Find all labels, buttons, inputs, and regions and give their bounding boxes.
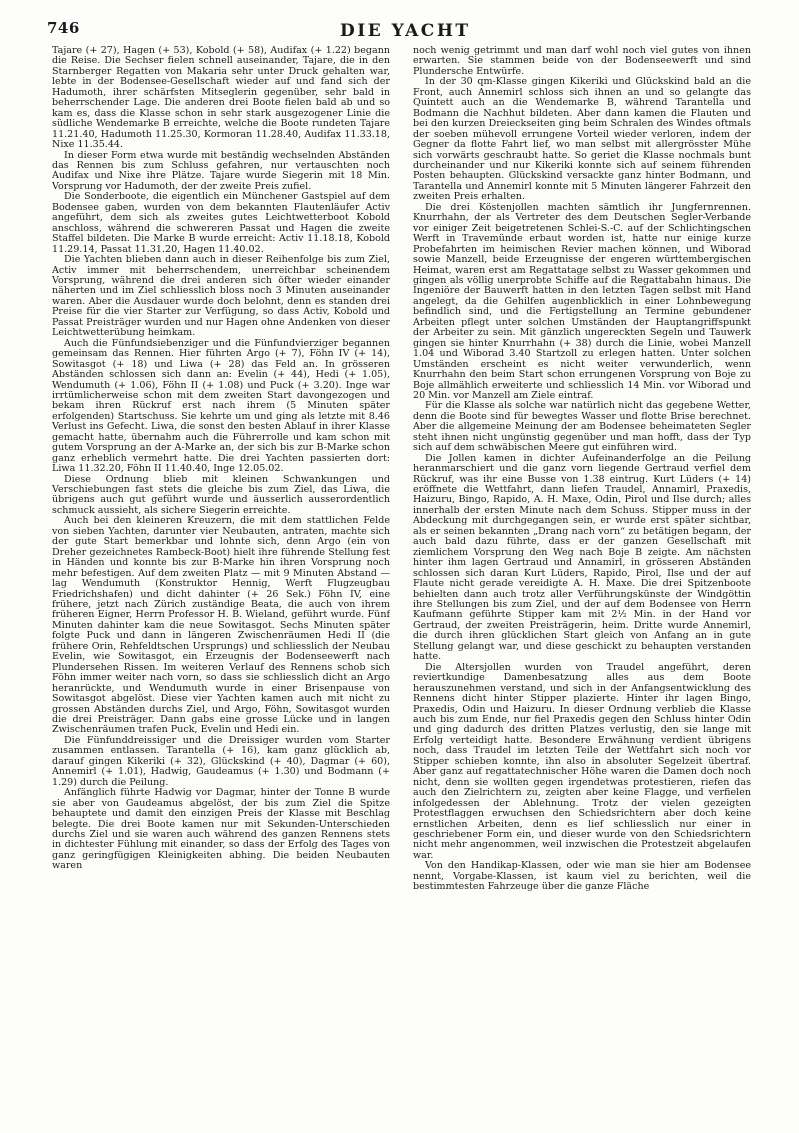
paragraph: Auch bei den kleineren Kreuzern, die mit dem stattlichen Felde von sieben Yachten, darunter vier Neubauten, antraten, machte sich der gute Start bemerkbar und lohnte sich, denn Argo (ein von Dreher gezeichnetes Rambeck-Boot) hielt ihre führende Stellung fest in Händen und konnte bis zur B-Marke hin ihren Vorsprung noch mehr befestigen. Auf dem zweiten Platz — mit 9 Minuten Abstand — lag Wendumuth (Konstruktor Hennig, Werft Flugzeugbau Friedrichshafen) und dicht dahinter (+ 26 Sek.) Föhn IV, eine frühere, jetzt nach Zürich zuständige Beata, die auch von ihrem früheren Eigner, Herrn Professor H. B. Wieland, geführt wurde. Fünf Minuten dahinter kam die neue Sowitasgot. Sechs Minuten später folgte Puck und dann in längeren Zwischenräumen Hedi II (die frühere Orin, Rehfeldtschen Ursprungs) und schliesslich der Neubau Evelin, wie Sowitasgot, ein Erzeugnis der Bodenseewerft nach Plundersehen Rissen. Im weiteren Verlauf des Rennens schob sich Föhn immer weiter nach vorn, so dass sie schliesslich dicht an Argo heranrückte, und Wendumuth wurde in einer Brisenpause von Sowitasgot abgelöst. Diese vier Yachten kamen auch mit nicht zu grossen Abständen durchs Ziel, und Argo, Föhn, Sowitasgot wurden die drei Preisträger. Dann gabs eine grosse Lücke und in langen Zwischenräumen trafen Puck, Evelin und Hedi ein. bbox=[52, 515, 390, 736]
paragraph: Diese Ordnung blieb mit kleinen Schwankungen und Verschiebungen fast stets die gleiche bis zum Ziel, das Liwa, die übrigens auch gut geführt wurde und äusserlich ausserordentlich schmuck aussieht, als sichere Siegerin erreichte. bbox=[52, 473, 390, 516]
paragraph: Die Sonderboote, die eigentlich ein Münchener Gastspiel auf dem Bodensee gaben, wurden von dem bekannten Flautenläufer Activ angeführt, dem sich als zweites gutes Leichtwetterboot Kobold anschloss, während die schwereren Passat und Hagen die zweite Staffel bildeten. Die Marke B wurde erreicht: Activ 11.18.18, Kobold 11.29.14, Passat 11.31.20, Hagen 11.40.02. bbox=[52, 191, 390, 255]
page-number: 746 bbox=[47, 19, 80, 37]
left-text-column bbox=[52, 46, 390, 1124]
paragraph: In der 30 qm-Klasse gingen Kikeriki und Glückskind bald an die Front, auch Annemirl schloss sich ihnen an und so gelangte das Quintett auch an die Wendemarke B, während Tarantella und Bodmann die Nachhut bildeten. Aber dann kamen die Flauten und bei den kurzen Dreieckseiten ging beim Schralen des Windes oftmals der soeben mühevoll errungene Vorteil wieder verloren, indem der Gegner da flotte Fahrt lief, wo man selbst mit allergrösster Mühe sich vorwärts geschraubt hatte. So geriet die Klasse nochmals bunt durcheinander und nur Kikeriki konnte sich auf seinem führenden Posten behaupten. Glückskind versackte ganz hinter Bodmann, und Tarantella und Annemirl konnte mit 5 Minuten längerer Fahrzeit den zweiten Preis erhalten. bbox=[413, 76, 751, 203]
paragraph: Die Jollen kamen in dichter Aufeinanderfolge an die Peilung heranmarschiert und die ganz vorn liegende Gertraud verfiel dem Rückruf, was ihr eine Busse von 1.38 eintrug. Kurt Lüders (+ 14) eröffnete die Wettfahrt, dann liefen Traudel, Annamirl, Praxedis, Haizuru, Bingo, Rapido, A. H. Maxe, Odin, Pirol und Ilse durch; alles innerhalb der ersten Minute nach dem Schuss. Stipper muss in der Abdeckung mit durchgegangen sein, er wurde erst später sichtbar, als er seinen bekannten „Drang nach vorn“ zu betätigen begann, der auch bald dazu führte, dass er der ganzen Gesellschaft mit ziemlichem Vorsprung den Weg nach Boje B zeigte. Am nächsten hinter ihm lagen Gertraud und Annamirl, in grösseren Abständen schlossen sich daran Kurt Lüders, Rapido, Pirol, Ilse und der auf Flaute nicht gerade vereidigte A. H. Maxe. Die drei Spitzenboote behielten dann auch trotz aller Verführungskünste der Windgöttin ihre Stellungen bis zum Ziel, und der auf dem Bodensee von Herrn Kaufmann geführte Stipper kam mit 2½ Min. in der Hand vor Gertraud, der zweiten Preisträgerin, heim. Dritte wurde Annemirl, die durch ihren glücklichen Start gleich von Anfang an in gute Stellung gelangt war, und diese geschickt zu behaupten verstanden hatte. bbox=[413, 452, 751, 663]
paragraph: Die Fünfunddreissiger und die Dreissiger wurden vom Starter zusammen entlassen. Tarantella (+ 16), kam ganz glücklich ab, darauf gingen Kikeriki (+ 32), Glückskind (+ 40), Dagmar (+ 60), Annemirl (+ 1.01), Hadwig, Gaudeamus (+ 1.30) und Bodmann (+ 1.29) durch die Peilung. bbox=[52, 734, 390, 788]
paragraph: noch wenig getrimmt und man darf wohl noch viel gutes von ihnen erwarten. Sie stammen beide von der Bodenseewerft und sind Plundersche Entwürfe. bbox=[413, 46, 751, 77]
paragraph: In dieser Form etwa wurde mit beständig wechselnden Abständen das Rennen bis zum Schluss gefahren, nur vertauschten noch Audifax und Nixe ihre Plätze. Tajare wurde Siegerin mit 18 Min. Vorsprung vor Hadumoth, der der zweite Preis zufiel. bbox=[52, 149, 390, 192]
paragraph: Die Yachten blieben dann auch in dieser Reihenfolge bis zum Ziel, Activ immer mit beherrschendem, unerreichbar scheinendem Vorsprung, während die drei anderen sich öfter wieder einander näherten und im Ziel schliesslich bloss noch 3 Minuten auseinander waren. Aber die Ausdauer wurde doch belohnt, denn es standen drei Preise für die vier Starter zur Verfügung, so dass Activ, Kobold und Passat Preisträger wurden und nur Hagen ohne Andenken von dieser Leichtwetterübung heimkam. bbox=[52, 254, 390, 339]
paragraph: Anfänglich führte Hadwig vor Dagmar, hinter der Tonne B wurde sie aber von Gaudeamus abgelöst, der bis zum Ziel die Spitze behauptete und damit den einzigen Preis der Klasse mit Beschlag belegte. Die drei Boote kamen nur mit Sekunden-Unterschieden durchs Ziel und sie waren auch während des ganzen Rennens stets in dichtester Fühlung mit einander, so dass der Erfolg des Tages von ganz geringfügigen Kleinigkeiten abhing. Die beiden Neubauten waren bbox=[52, 787, 390, 872]
right-text-column bbox=[413, 46, 751, 1124]
paragraph: Die drei Köstenjollen machten sämtlich ihr Jungfernrennen. Knurrhahn, der als Vertreter des dem Deutschen Segler-Verbande vor einiger Zeit beigetretenen Schlei-S.-C. auf der Schlichtingschen Werft in Travemünde erbaut worden ist, hatte nur einige kurze Probefahrten im heimischen Revier machen können, und Wiborad sowie Manzell, beide Erzeugnisse der engeren württembergischen Heimat, waren erst am Regattatage selbst zu Wasser gekommen und gingen als völlig unerprobte Schiffe auf die Regattabahn hinaus. Die Ingeniöre der Bauwerft hatten in den letzten Tagen selbst mit Hand angelegt, da die Gehilfen augenblicklich in einer Lohnbewegung befindlich sind, und die Fertigstellung an Termine gebundener Arbeiten pflegt unter solchen Umständen der Hauptangriffspunkt der Arbeiter zu sein. Mit gänzlich ungereckten Segeln und Tauwerk gingen sie hinter Knurrhahn (+ 38) durch die Linie, wobei Manzell 1.04 und Wiborad 3.40 Startzoll zu erlegen hatten. Unter solchen Umständen erscheint es nicht weiter verwunderlich, wenn Knurrhahn den beim Start schon errungenen Vorsprung von Boje zu Boje allmählich erweiterte und schliesslich 14 Min. vor Wiborad und 20 Min. vor Manzell am Ziele eintraf. bbox=[413, 201, 751, 401]
paragraph: Tajare (+ 27), Hagen (+ 53), Kobold (+ 58), Audifax (+ 1.22) begann die Reise. Die Sechser fielen schnell auseinander, Tajare, die in den Starnberger Regatten von Makaria sehr unter Druck gehalten war, lebte in der Bodensee-Gesellschaft wieder auf und fand sich der Hadumoth, ihrer schärfsten Mitseglerin gegenüber, sehr bald in beherrschender Lage. Die anderen drei Boote fielen bald ab und so kam es, dass die Klasse schon in sehr stark ausgezogener Linie die südliche Wendemarke B erreichte, welche die Boote rundeten Tajare 11.21.40, Hadumoth 11.25.30, Kormoran 11.28.40, Audifax 11.33.18, Nixe 11.35.44. bbox=[52, 46, 390, 151]
running-head-title: DIE YACHT bbox=[340, 21, 471, 41]
paragraph: Von den Handikap-Klassen, oder wie man sie hier am Bodensee nennt, Vorgabe-Klassen, ist kaum viel zu berichten, weil die bestimmtesten Fahrzeuge über die ganze Fläche bbox=[413, 860, 751, 893]
paragraph: Die Altersjollen wurden von Traudel angeführt, deren reviertkundige Damenbesatzung alles aus dem Boote herauszunehmen verstand, und sich in der Anfangsentwicklung des Rennens dicht hinter Stipper plazierte. Hinter ihr lagen Bingo, Praxedis, Odin und Haizuru. In dieser Ordnung verblieb die Klasse auch bis zum Ende, nur fiel Praxedis gegen den Schluss hinter Odin und ging dadurch des dritten Platzes verlustig, den sie lange mit Erfolg verteidigt hatte. Besondere Erwähnung verdient übrigens noch, dass Traudel im letzten Teile der Wettfahrt sich noch vor Stipper schieben konnte, ihn also in absoluter Segelzeit übertraf. Aber ganz auf regattatechnischer Höhe waren die Damen doch noch nicht, denn sie wollten gegen irgendetwas protestieren, riefen das auch den Zielrichtern zu, zeigten aber keine Flagge, und verfielen infolgedessen der Ablehnung. Trotz der vielen gezeigten Protestflaggen erwuchsen den Schiedsrichtern aber doch keine ernstlichen Arbeiten, denn es lief schliesslich nur einer in geschriebener Form ein, und dieser wurde von den Schiedsrichtern nicht mehr angenommen, weil inzwischen die Protestzeit abgelaufen war. bbox=[413, 661, 751, 861]
paragraph: Auch die Fünfundsiebenziger und die Fünfundvierziger begannen gemeinsam das Rennen. Hier führten Argo (+ 7), Föhn IV (+ 14), Sowitasgot (+ 18) und Liwa (+ 28) das Feld an. In grösseren Abständen schlossen sich dann an: Evelin (+ 44), Hedi (+ 1.05), Wendumuth (+ 1.06), Föhn II (+ 1.08) und Puck (+ 3.20). Inge war irrtümlicherweise schon mit dem zweiten Start davongezogen und bekam ihren Rückruf erst nach ihrem (5 Minuten später erfolgenden) Startschuss. Sie kehrte um und ging als letzte mit 8.46 Verlust ins Gefecht. Liwa, die sonst den besten Ablauf in ihrer Klasse gemacht hatte, übernahm auch die Führerrolle und kam schon mit gutem Vorsprung an der A-Marke an, der sich bis zur B-Marke schon ganz erheblich vermehrt hatte. Die drei Yachten passierten dort: Liwa 11.32.20, Föhn II 11.40.40, Inge 12.05.02. bbox=[52, 337, 390, 475]
paragraph: Für die Klasse als solche war natürlich nicht das gegebene Wetter, denn die Boote sind für bewegtes Wasser und flotte Brise berechnet. Aber die allgemeine Meinung der am Bodensee beheimateten Segler steht ihnen nicht ungünstig gegenüber und man hofft, dass der Typ sich auf dem schwäbischen Meere gut einführen wird. bbox=[413, 400, 751, 454]
